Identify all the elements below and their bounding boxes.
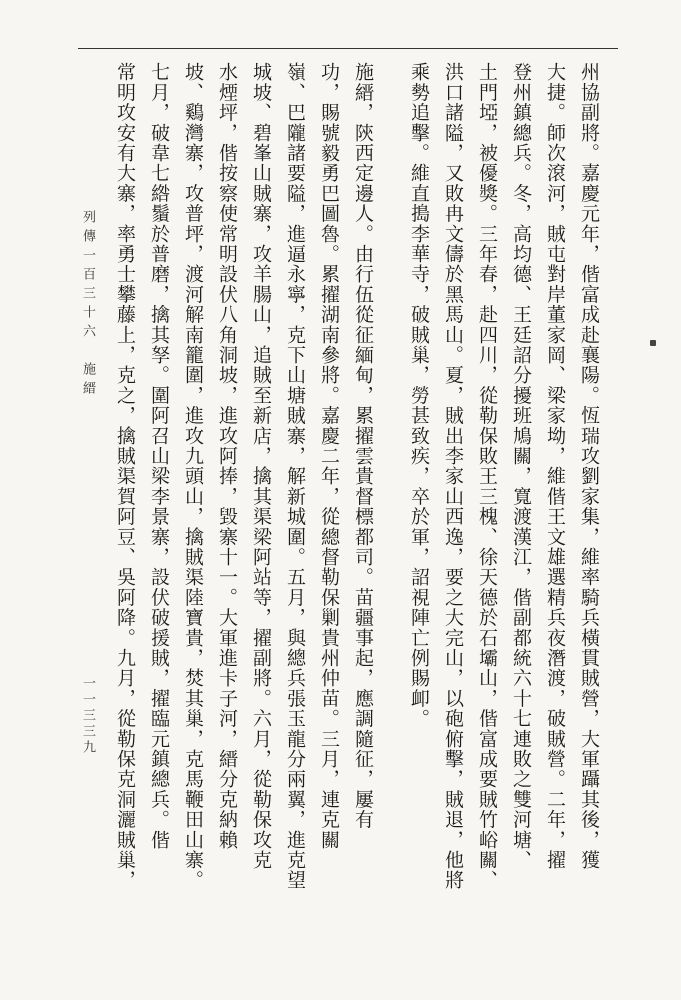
text-column: 功，賜號毅勇巴圖魯。累擢湖南參將。嘉慶二年，從總督勒保剿貴州仲苗。三月，連克關 bbox=[318, 62, 340, 850]
text-column: 城坡、碧峯山賊寨，攻羊腸山，追賊至新店，擒其渠梁阿站等，擢副將。六月，從勒保攻克 bbox=[250, 62, 272, 870]
paragraph-gap bbox=[380, 62, 402, 922]
page-number: 一一三三九 bbox=[80, 676, 95, 756]
text-column: 嶺、巴隴諸要隘，進逼永寧，克下山塘賊寨，解新城圍。五月，與總兵張玉龍分兩翼，進克望 bbox=[284, 62, 306, 891]
side-label: 列傳一百三十六 施縉 bbox=[80, 210, 95, 400]
text-column: 州協副將。嘉慶元年，偕富成赴襄陽。恆瑞攻劉家集，維率騎兵橫貫賊營，大軍躡其後，獲 bbox=[578, 62, 600, 870]
text-column: 土門埡，被優獎。三年春，赴四川，從勒保敗王三槐、徐天德於石壩山，偕富成要賊竹峪關、 bbox=[476, 62, 498, 891]
text-column: 大捷。師次滾河，賊屯對岸董家岡、梁家坳，維偕王文雄選精兵夜潛渡，破賊營。二年，擢 bbox=[544, 62, 566, 870]
margin-mark bbox=[650, 340, 656, 346]
text-column: 坡、鷄灣寨，攻普坪，渡河解南籠圍，進攻九頭山，擒賊渠陸寶貴，焚其巢，克馬鞭田山寨。 bbox=[182, 62, 204, 891]
text-column: 施縉，陝西定邊人。由行伍從征緬甸，累擢雲貴督標都司。苗疆事起，應調隨征，屢有 bbox=[352, 62, 374, 830]
text-column: 常明攻安有大寨，率勇士攀藤上，克之，擒賊渠賀阿豆、吳阿降。九月，從勒保克洞灑賊巢， bbox=[114, 62, 136, 891]
text-column: 乘勢追擊。維直搗李華寺，破賊巢，勞甚致疾，卒於軍，詔視陣亡例賜卹。 bbox=[408, 62, 430, 729]
text-column: 七月，破韋七綹鬚於普磨，擒其孥。圍阿召山梁李景寨，設伏破援賊，擢臨元鎮總兵。偕 bbox=[148, 62, 170, 850]
main-text bbox=[96, 62, 606, 922]
text-column: 登州鎮總兵。冬，高均德、王廷詔分擾班鳩關，寬渡漢江，偕副都統六十七連敗之雙河塘、 bbox=[510, 62, 532, 870]
text-column: 水煙坪，偕按察使常明設伏八角洞坡，進攻阿捧，毀寨十一。大軍進卡子河，縉分克納賴 bbox=[216, 62, 238, 850]
text-column: 洪口諸隘，又敗冉文儔於黑馬山。夏，賊出李家山西逸，要之大完山，以砲俯擊，賊退，他將 bbox=[442, 62, 464, 891]
top-rule bbox=[78, 48, 618, 49]
